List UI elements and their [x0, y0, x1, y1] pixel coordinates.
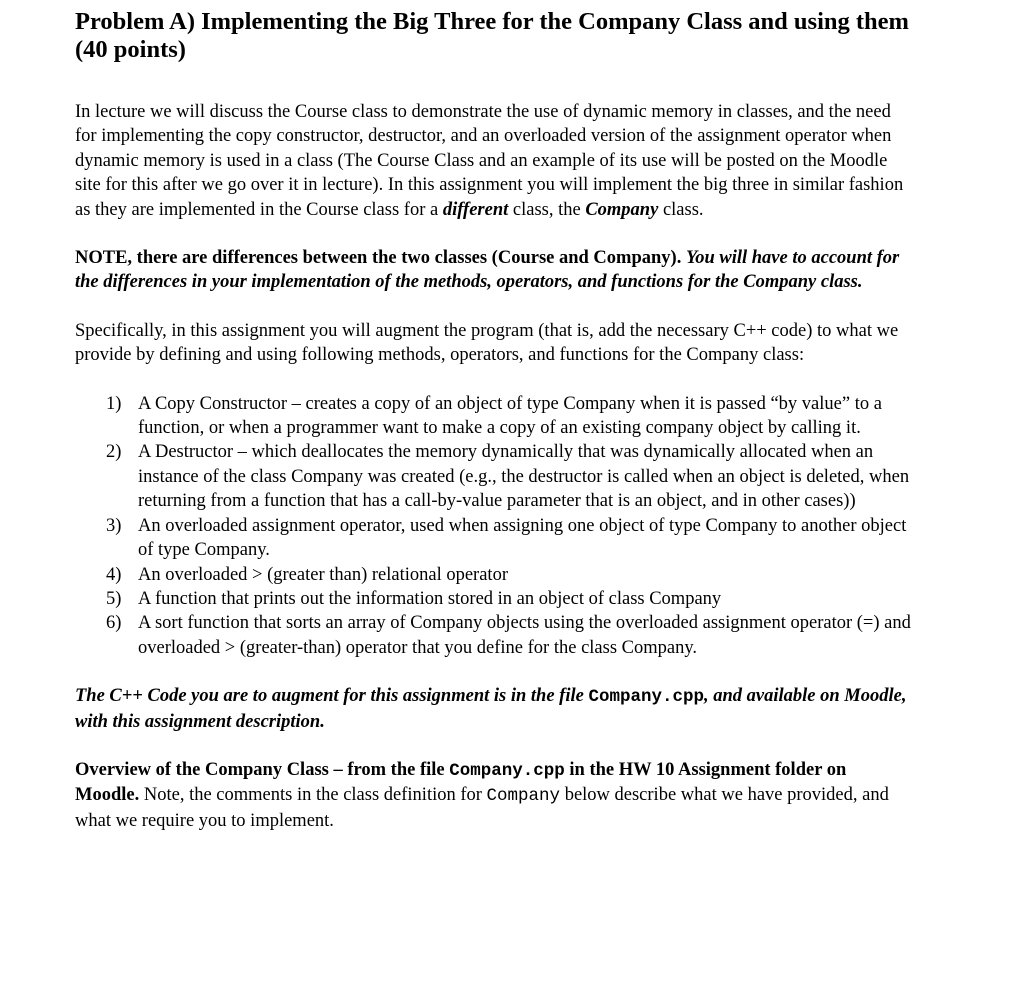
- note-paragraph: [75, 246, 915, 295]
- note-bold-italic: You will have to account for the differences in your implementation of the methods, operators, and functions for the Company class.: [75, 248, 900, 293]
- intro-text-1: In lecture we will discuss the Course class to demonstrate the use of dynamic memory in classes, and the need for implementing the copy constructor, destructor, and an overloaded version of the assignment operator when dynamic memory is used in a class (The Course Class and an example of its use will be posted on the Moodle site for this after we go over it in lecture). In this assignment you will implement the big three in similar fashion as they are implemented in the Course class for a: [75, 102, 904, 220]
- intro-text-3: class.: [658, 199, 704, 220]
- overview-paragraph: [75, 758, 915, 833]
- list-item-number: 3): [106, 515, 122, 536]
- overview-class-name: Company: [486, 786, 561, 807]
- list-item-text: An overloaded assignment operator, used when assigning one object of type Company to another object of type Company.: [138, 515, 907, 561]
- list-item-number: 4): [106, 564, 122, 585]
- overview-filename: Company.cpp: [449, 760, 565, 781]
- list-item-text: A sort function that sorts an array of Company objects using the overloaded assignment operator (=) and overloaded > (greater-than) operator that you define for the class Company.: [138, 613, 911, 658]
- list-item: [75, 440, 915, 513]
- intro-text-2: class, the: [508, 199, 586, 220]
- intro-paragraph: [75, 100, 915, 222]
- intro-different: different: [442, 199, 509, 220]
- requirements-list: [75, 392, 915, 660]
- overview-text-c: Note, the comments in the class definition for: [139, 785, 487, 806]
- page-title: Problem A) Implementing the Big Three for the Company Class and using them (40 points): [75, 8, 909, 63]
- list-item-number: 6): [106, 613, 122, 634]
- list-item-text: A function that prints out the information stored in an object of class Company: [138, 588, 722, 609]
- overview-text-d: below describe what we have provided, and what we require you to implement.: [75, 785, 889, 831]
- list-item-text: A Destructor – which deallocates the memory dynamically that was dynamically allocated when an instance of the class Company was created (e.g., the destructor is called when an object is deleted, when returning from a function that has a call-by-value parameter that is an object, and in other cases)): [138, 442, 910, 512]
- list-item: [75, 587, 915, 611]
- list-item-number: 2): [106, 442, 122, 463]
- list-item-number: 5): [106, 588, 122, 609]
- overview-bold-a: Overview of the Company Class – from the file: [75, 759, 450, 780]
- code-note-text-a: The C++ Code you are to augment for this assignment is in the file: [75, 686, 589, 707]
- list-item: [75, 392, 915, 441]
- document-page: [75, 8, 915, 857]
- code-note-paragraph: [75, 684, 915, 734]
- list-item: [75, 611, 915, 660]
- intro-company: Company: [585, 199, 659, 220]
- list-item: [75, 514, 915, 563]
- code-note-text-b: , and available on Moodle, with this assignment description.: [75, 686, 907, 732]
- specifically-paragraph: Specifically, in this assignment you will augment the program (that is, add the necessary C++ code) to what we provide by defining and using following methods, operators, and functions for the Company class:: [75, 320, 899, 366]
- list-item-text: A Copy Constructor – creates a copy of an object of type Company when it is passed “by value” to a function, or when a programmer want to make a copy of an existing company object by calling it.: [138, 393, 882, 439]
- code-note-filename: Company.cpp: [588, 687, 704, 708]
- note-bold: NOTE, there are differences between the two classes (Course and Company).: [75, 248, 686, 269]
- overview-bold-b: in the HW 10 Assignment folder on Moodle.: [75, 759, 847, 806]
- list-item-text: An overloaded > (greater than) relational operator: [138, 564, 508, 585]
- list-item-number: 1): [106, 393, 122, 414]
- list-item: [75, 563, 915, 587]
